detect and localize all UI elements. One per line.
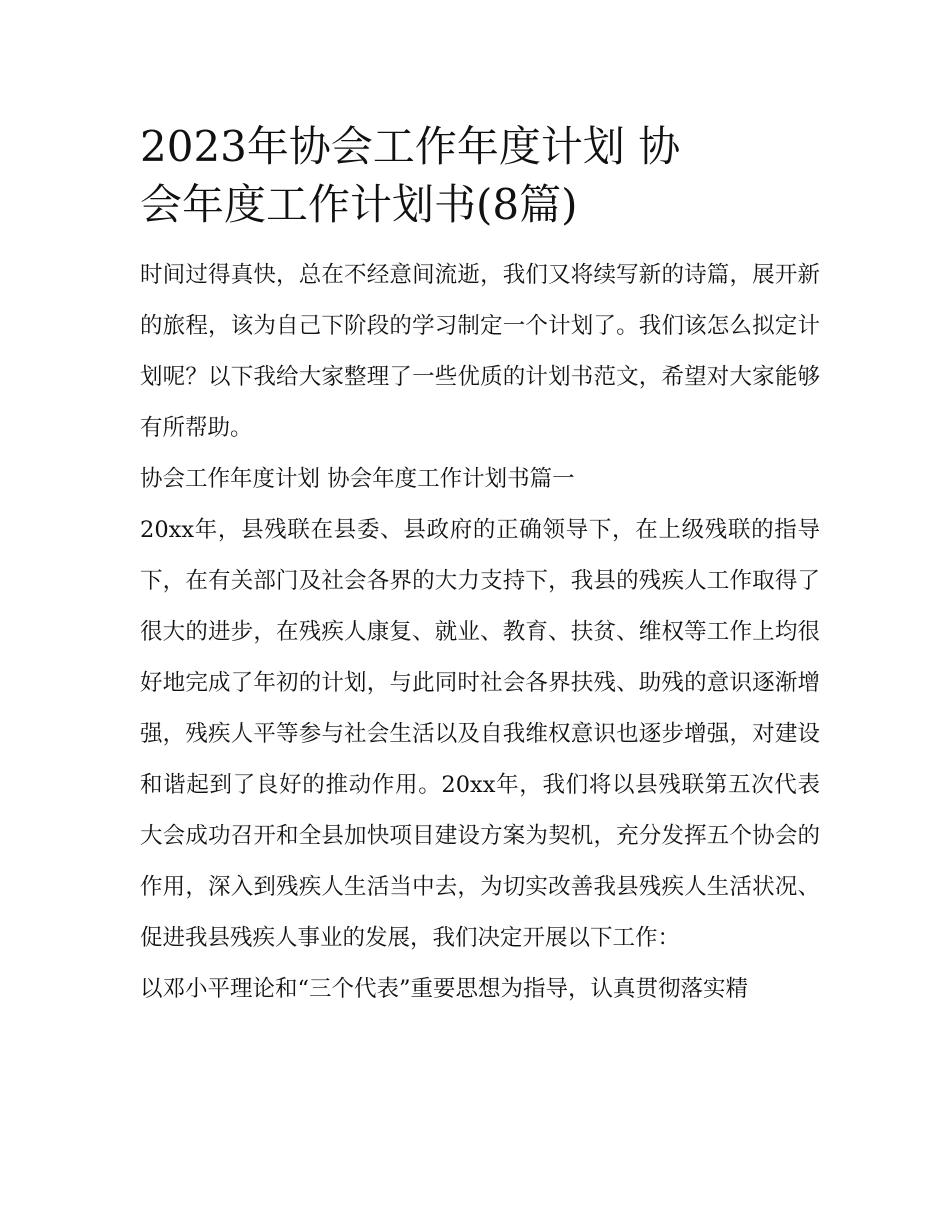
intro-paragraph: 时间过得真快，总在不经意间流逝，我们又将续写新的诗篇，展开新的旅程，该为自己下阶段的学习制定一个计划了。我们该怎么拟定计划呢？以下我给大家整理了一些优质的计划书范文，希望对大家能够有所帮助。 — [140, 262, 820, 441]
section-heading: 协会工作年度计划 协会年度工作计划书篇一 — [140, 466, 575, 492]
title-line-2: 会年度工作计划书(8篇) — [140, 180, 578, 229]
body-paragraph-2: 以邓小平理论和“三个代表”重要思想为指导，认真贯彻落实精 — [140, 976, 749, 1002]
document-page — [140, 118, 820, 1015]
title-line-1: 2023年协会工作年度计划 协 — [140, 122, 681, 171]
document-title — [140, 118, 820, 234]
body-paragraph-1: 20xx年，县残联在县委、县政府的正确领导下，在上级残联的指导下，在有关部门及社会各界的大力支持下，我县的残疾人工作取得了很大的进步，在残疾人康复、就业、教育、扶贫、维权等工作上均很好地完成了年初的计划，与此同时社会各界扶残、助残的意识逐渐增强，残疾人平等参与社会生活以及自我维权意识也逐步增强，对建设和谐起到了良好的推动作用。20xx年，我们将以县残联第五次代表大会成功召开和全县加快项目建设方案为契机，充分发挥五个协会的作用，深入到残疾人生活当中去，为切实改善我县残疾人生活状况、促进我县残疾人事业的发展，我们决定开展以下工作： — [140, 517, 820, 951]
